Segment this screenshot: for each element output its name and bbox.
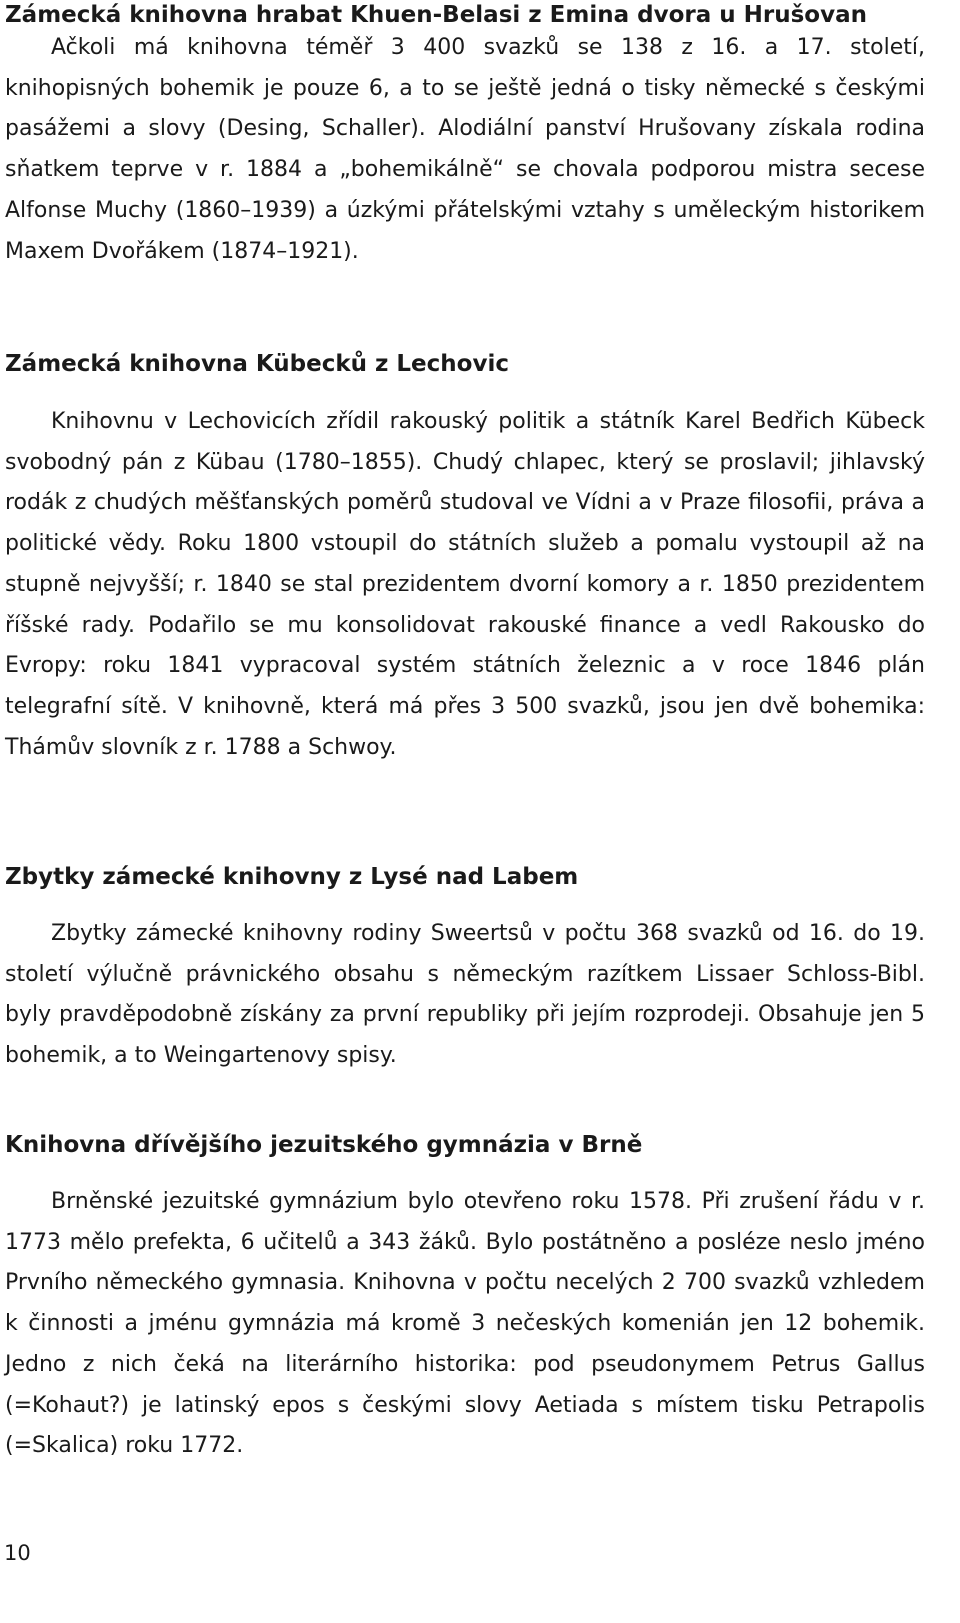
section-paragraph-kubecku: Knihovnu v Lechovicích zřídil rakouský politik a státník Karel Bedřich Kübeck svobodný pán z Kübau (1780–1855). Chudý chlapec, který se proslavil; jihlavský rodák z chudých měšťanských poměrů studoval ve Vídni a v Praze filosofii, práva a politické vědy. Roku 1800 vstoupil do státních služeb a pomalu vystoupil až na stupně nejvyšší; r. 1840 se stal prezidentem dvorní komory a r. 1850 prezidentem říšské rady. Podařilo se mu konsolidovat rakouské finance a vedl Rakousko do Evropy: roku 1841 vypracoval systém státních železnic a v roce 1846 plán telegrafní sítě. V knihovně, která má přes 3 500 svazků, jsou jen dvě bohemika: Thámův slovník z r. 1788 a Schwoy. [5,409,925,760]
section-heading-khuen-belasi: Zámecká knihovna hrabat Khuen-Belasi z Emina dvora u Hrušovan [5,2,867,28]
section-paragraph-khuen-belasi: Ačkoli má knihovna téměř 3 400 svazků se 138 z 16. a 17. století, knihopisných bohemik je pouze 6, a to se ještě jedná o tisky německé s českými pasážemi a slovy (Desing, Schaller). Alodiální panství Hrušovany získala rodina sňatkem teprve v r. 1884 a „bohemikálně“ se chovala podporou mistra secese Alfonse Muchy (1860–1939) a úzkými přátelskými vztahy s uměleckým historikem Maxem Dvořákem (1874–1921). [5,35,925,264]
section-heading-lyse-nad-labem: Zbytky zámecké knihovny z Lysé nad Labem [5,864,579,890]
section-heading-jezuitske-gymnazium: Knihovna dřívějšího jezuitského gymnázia v Brně [5,1132,643,1158]
section-paragraph-jezuitske-gymnazium: Brněnské jezuitské gymnázium bylo otevřeno roku 1578. Při zrušení řádu v r. 1773 mělo prefekta, 6 učitelů a 343 žáků. Bylo postátněno a posléze neslo jméno Prvního německého gymnasia. Knihovna v počtu necelých 2 700 svazků vzhledem k činnosti a jménu gymnázia má kromě 3 nečeských komenián jen 12 bohemik. Jedno z nich čeká na literárního historika: pod pseudonymem Petrus Gallus (=Kohaut?) je latinský epos s českými slovy Aetiada s místem tisku Petrapolis (=Skalica) roku 1772. [5,1189,925,1459]
page-number: 10 [4,1541,31,1565]
section-heading-kubecku: Zámecká knihovna Kübecků z Lechovic [5,351,509,377]
section-paragraph-lyse-nad-labem: Zbytky zámecké knihovny rodiny Sweertsů v počtu 368 svazků od 16. do 19. století výlučně právnického obsahu s německým razítkem Lissaer Schloss-Bibl. byly pravděpodobně získány za první republiky při jejím rozprodeji. Obsahuje jen 5 bohemik, a to Weingartenovy spisy. [5,921,925,1069]
